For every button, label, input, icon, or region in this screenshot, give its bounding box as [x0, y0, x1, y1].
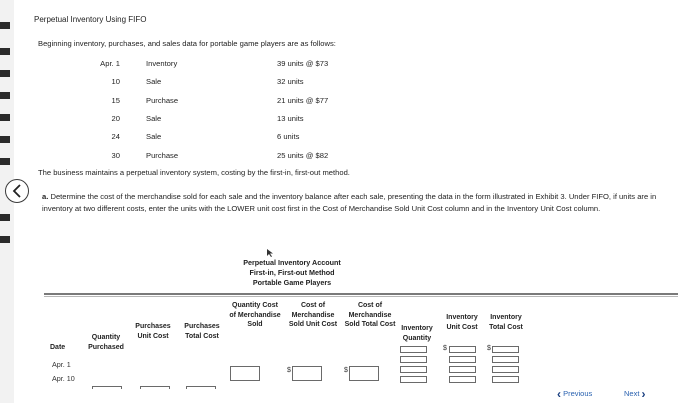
inventory-quantity-input[interactable] [400, 376, 427, 383]
previous-button[interactable] [557, 387, 592, 401]
table-title-line: Perpetual Inventory Account [243, 258, 341, 267]
chevron-left-icon [11, 184, 23, 198]
transaction-desc: Purchase [146, 151, 179, 160]
transaction-date: 24 [111, 132, 120, 141]
table-subtitle-line: Portable Game Players [252, 278, 332, 287]
header-inventory-total-cost: Inventory Total Cost [489, 314, 523, 331]
transaction-date: 10 [111, 77, 120, 86]
currency-symbol: $ [443, 345, 447, 352]
transaction-date: 15 [111, 96, 120, 105]
transaction-desc: Sale [146, 114, 162, 123]
cursor-icon [265, 248, 275, 258]
transaction-row [0, 59, 700, 71]
transaction-detail: 6 units [277, 132, 300, 141]
question-text [42, 191, 678, 214]
transaction-detail: 39 units @ $73 [277, 59, 329, 68]
currency-symbol: $ [344, 367, 348, 374]
inventory-total-cost-input[interactable] [492, 376, 519, 383]
transaction-detail: 32 units [277, 77, 304, 86]
transaction-detail: 21 units @ $77 [277, 96, 329, 105]
cms-total-cost-input[interactable] [349, 366, 379, 381]
inventory-unit-cost-input[interactable] [449, 366, 476, 373]
table-subtitle-line: First-in, First-out Method [249, 268, 335, 277]
method-note: The business maintains a perpetual inventory system, costing by the first-in, first-out method. [38, 168, 350, 177]
cms-unit-cost-input[interactable] [292, 366, 322, 381]
chevron-left-icon: ‹ [557, 387, 561, 401]
header-cms-total-cost: Cost of Merchandise Sold Total Cost [344, 302, 396, 328]
inventory-unit-cost-input[interactable] [449, 376, 476, 383]
transaction-date: 30 [111, 151, 120, 160]
row-date-label: Apr. 10 [52, 374, 75, 383]
transaction-detail: 13 units [277, 114, 304, 123]
transaction-desc: Inventory [146, 59, 178, 68]
transaction-date: 20 [111, 114, 120, 123]
header-quantity-cms: Quantity Cost of Merchandise Sold [229, 302, 281, 328]
row-date-label: Apr. 1 [52, 360, 71, 369]
next-label: Next [624, 389, 640, 398]
chevron-right-icon: › [641, 387, 646, 401]
toolbar-mark [0, 22, 10, 29]
page-title: Perpetual Inventory Using FIFO [34, 15, 147, 24]
transaction-desc: Sale [146, 77, 162, 86]
inventory-total-cost-input[interactable] [492, 346, 519, 353]
table-title [224, 258, 360, 288]
question-body: Determine the cost of the merchandise sold for each sale and the inventory balance after each sale, presenting the data in the form illustrated in Exhibit 3. Under FIFO, if units are in inventory at two different costs, enter the units with the LOWER unit cost first in the Cost of Merchandise Sold Unit Cost column and in the Inventory Unit Cost column. [42, 192, 657, 213]
header-quantity-purchased: Quantity Purchased [88, 334, 124, 351]
transaction-row [0, 151, 700, 163]
header-cms-unit-cost: Cost of Merchandise Sold Unit Cost [288, 302, 338, 328]
inventory-quantity-input[interactable] [400, 346, 427, 353]
transaction-row [0, 77, 700, 89]
inventory-unit-cost-input[interactable] [449, 346, 476, 353]
back-button[interactable] [5, 179, 29, 203]
header-purchases-total-cost: Purchases Total Cost [184, 323, 220, 340]
transaction-desc: Sale [146, 132, 162, 141]
inventory-quantity-input[interactable] [400, 356, 427, 363]
table-rule [44, 296, 678, 297]
next-button[interactable] [624, 387, 646, 401]
transaction-row [0, 114, 700, 126]
inventory-total-cost-input[interactable] [492, 356, 519, 363]
currency-symbol: $ [287, 367, 291, 374]
next-row-input[interactable] [140, 386, 170, 389]
next-row-input[interactable] [92, 386, 122, 389]
table-rule [44, 293, 678, 295]
transaction-date: Apr. 1 [100, 59, 120, 68]
cms-quantity-input[interactable] [230, 366, 260, 381]
header-inventory-unit-cost: Inventory Unit Cost [446, 314, 478, 331]
transaction-desc: Purchase [146, 96, 179, 105]
transaction-row [0, 96, 700, 108]
inventory-quantity-input[interactable] [400, 366, 427, 373]
toolbar-mark [0, 48, 10, 55]
inventory-total-cost-input[interactable] [492, 366, 519, 373]
transaction-detail: 25 units @ $82 [277, 151, 329, 160]
toolbar-mark [0, 214, 10, 221]
next-row-input[interactable] [186, 386, 216, 389]
previous-label: Previous [563, 389, 593, 398]
header-purchases-unit-cost: Purchases Unit Cost [135, 323, 171, 340]
toolbar-mark [0, 236, 10, 243]
inventory-unit-cost-input[interactable] [449, 356, 476, 363]
toolbar-mark [0, 70, 10, 77]
header-date: Date [50, 344, 66, 351]
currency-symbol: $ [487, 345, 491, 352]
intro-text: Beginning inventory, purchases, and sales data for portable game players are as follows: [38, 39, 336, 48]
question-label: a. [42, 192, 49, 201]
header-inventory-quantity: Inventory Quantity [401, 325, 433, 342]
transaction-row [0, 132, 700, 144]
